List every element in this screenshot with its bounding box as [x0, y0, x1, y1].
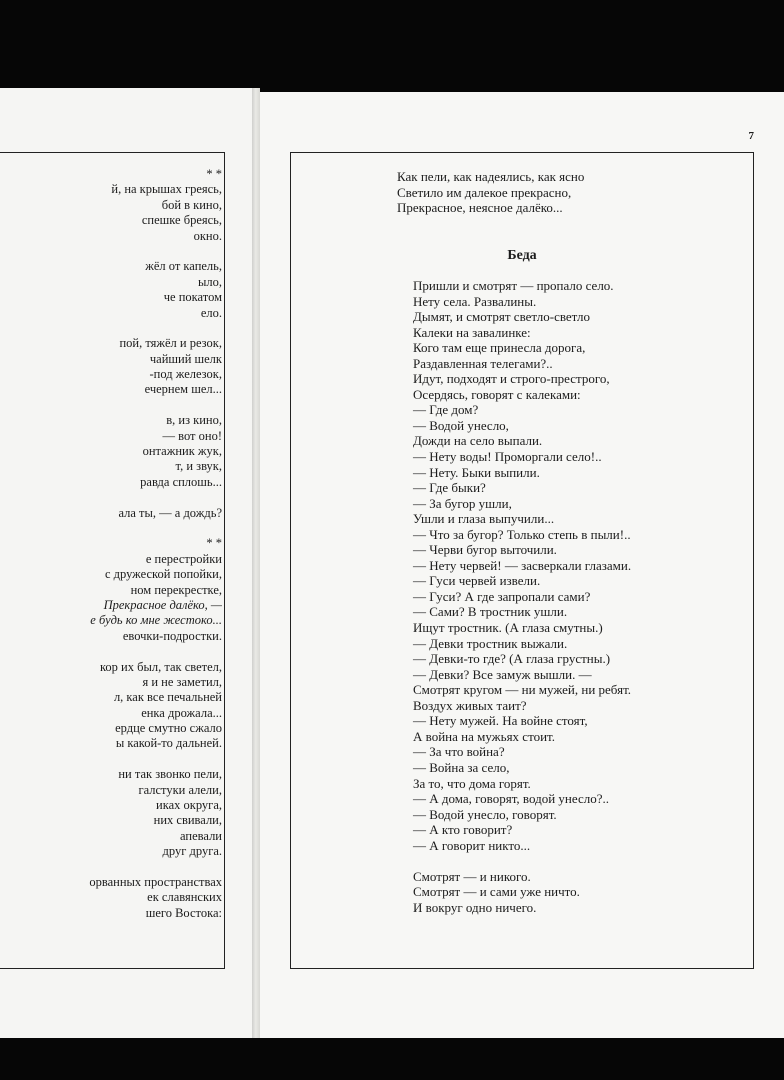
- left-page-line: [0, 644, 222, 659]
- poem-line: — А говорит никто...: [413, 837, 531, 853]
- left-page-line: пой, тяжёл и резок,: [119, 336, 222, 351]
- poem-line: Ушли и глаза выпучили...: [413, 511, 555, 527]
- left-page-line: [0, 521, 222, 536]
- left-page-line: * *: [206, 536, 222, 551]
- left-page-line: ело.: [200, 305, 222, 320]
- poem-line: — Водой унесло, говорят.: [413, 806, 557, 822]
- poem-line: — Водой унесло,: [413, 417, 509, 433]
- right-page: [260, 92, 784, 1038]
- poem-line: Дымят, и смотрят светло-светло: [413, 309, 591, 325]
- left-page-line: жёл от капель,: [145, 259, 222, 274]
- page-number: 7: [748, 130, 754, 142]
- poem-line: Кого там еще принесла дорога,: [413, 340, 586, 356]
- left-page-line: [0, 860, 222, 875]
- poem-body: [413, 278, 631, 915]
- left-page-line: е перестройки: [145, 551, 222, 566]
- stanza-break: [413, 853, 631, 869]
- poem-line: — Девки-то где? (А глаза грустны.): [413, 651, 611, 667]
- poem-line: — Гуси червей извели.: [413, 573, 541, 589]
- poem-line: — Нету червей! — засверкали глазами.: [413, 557, 632, 573]
- left-page-line: [0, 398, 222, 413]
- poem-line: Воздух живых таит?: [413, 697, 527, 713]
- left-page-line: т, и звук,: [175, 459, 222, 474]
- left-page-line: них свивали,: [153, 813, 222, 828]
- poem-line: — Что за бугор? Только степь в пыли!..: [413, 526, 631, 542]
- left-page-line: бой в кино,: [161, 197, 222, 212]
- left-page-line: — вот оно!: [162, 428, 222, 443]
- poem-title: Беда: [507, 248, 537, 263]
- poem-line: — А кто говорит?: [413, 822, 513, 838]
- poem-line: За то, что дома горят.: [413, 775, 531, 791]
- left-page-line: я и не заметил,: [142, 674, 222, 689]
- poem-line: Раздавленная телегами?..: [413, 355, 553, 371]
- left-page-line: ы какой-то дальней.: [115, 736, 222, 751]
- poem-line: — За бугор ушли,: [413, 495, 512, 511]
- left-page-line: друг друга.: [162, 844, 222, 859]
- left-page-line: ни так звонко пели,: [118, 767, 222, 782]
- left-page-line: галстуки алели,: [138, 782, 222, 797]
- book-gutter: [252, 88, 260, 1038]
- left-page-line: * *: [206, 167, 222, 181]
- left-page-line: спешке бреясь,: [141, 213, 222, 228]
- poem-line: — Черви бугор выточили.: [413, 542, 557, 558]
- left-page-line: ыло,: [197, 274, 222, 289]
- left-page: [0, 88, 252, 1038]
- left-page-line: [0, 244, 222, 259]
- left-page-line: равда сплошь...: [140, 474, 222, 489]
- poem-line: — А дома, говорят, водой унесло?..: [413, 791, 609, 807]
- left-page-line: енка дрожала...: [141, 705, 222, 720]
- poem-line: — Девки? Все замуж вышли. —: [413, 666, 592, 682]
- poem-line: — Где дом?: [413, 402, 479, 418]
- poem-line: — Нету. Быки выпили.: [413, 464, 540, 480]
- poem-line: Идут, подходят и строго-престрого,: [413, 371, 610, 387]
- poem-line: Дожди на село выпали.: [413, 433, 543, 449]
- left-page-line: ечернем шел...: [144, 382, 222, 397]
- poem-line: Смотрят — и сами уже ничто.: [413, 884, 580, 900]
- left-page-line: орванных пространствах: [89, 874, 222, 889]
- poem-line: Смотрят — и никого.: [413, 868, 531, 884]
- poem-line: Нету села. Развалины.: [413, 293, 537, 309]
- verse-line: Светило им далекое прекрасно,: [397, 184, 572, 200]
- verse-ending: [397, 169, 584, 216]
- poem-line: Пришли и смотрят — пропало село.: [413, 278, 614, 293]
- left-page-line: чайший шелк: [149, 351, 222, 366]
- poem-line: Осердясь, говорят с калеками:: [413, 386, 581, 402]
- poem-line: — Гуси? А где запропали сами?: [413, 588, 591, 604]
- poem-line: — Нету мужей. На войне стоят,: [413, 713, 588, 729]
- left-page-line: кор их был, так светел,: [99, 659, 222, 674]
- poem-line: — Нету воды! Проморгали село!..: [413, 449, 602, 465]
- poem-line: Смотрят кругом — ни мужей, ни ребят.: [413, 682, 632, 698]
- left-page-text: [0, 167, 222, 921]
- poem-line: — Война за село,: [413, 759, 510, 775]
- left-page-line: окно.: [193, 228, 222, 243]
- left-page-line: й, на крышах греясь,: [111, 182, 222, 197]
- left-page-line: онтажник жук,: [142, 444, 222, 459]
- left-page-line: ном перекрестке,: [130, 582, 222, 597]
- left-page-line: апевали: [180, 828, 222, 843]
- verse-line: Как пели, как надеялись, как ясно: [397, 169, 585, 184]
- poem-line: Ищут тростник. (А глаза смутны.): [413, 620, 603, 636]
- left-page-line: [0, 321, 222, 336]
- left-page-line: -под железок,: [149, 367, 222, 382]
- left-page-line: [0, 752, 222, 767]
- poem-line: — Сами? В тростник ушли.: [413, 604, 568, 620]
- poem-line: — Девки тростник выжали.: [413, 635, 568, 651]
- left-page-line: ердце смутно сжало: [115, 721, 222, 736]
- poem-line: — Где быки?: [413, 480, 486, 496]
- left-page-line: ала ты, — а дождь?: [118, 505, 222, 520]
- poem-line: Калеки на завалинке:: [413, 324, 531, 340]
- left-page-line: Прекрасное далёко, —: [103, 597, 222, 612]
- left-page-line: че покатом: [163, 290, 222, 305]
- left-page-line: евочки-подростки.: [122, 628, 222, 643]
- poem-line: А война на мужьях стоит.: [413, 728, 555, 744]
- left-page-line: в, из кино,: [166, 413, 222, 428]
- poem-line: — За что война?: [413, 744, 505, 760]
- verse-line: Прекрасное, неясное далёко...: [397, 200, 563, 216]
- left-page-line: иках округа,: [156, 798, 222, 813]
- left-page-line: шего Востока:: [145, 905, 222, 920]
- left-page-line: л, как все печальней: [113, 690, 222, 705]
- left-page-line: с дружеской попойки,: [104, 567, 222, 582]
- left-page-line: е будь ко мне жестоко...: [90, 613, 222, 628]
- left-page-line: [0, 490, 222, 505]
- poem-line: И вокруг одно ничего.: [413, 899, 537, 915]
- left-page-line: ек славянских: [147, 890, 222, 905]
